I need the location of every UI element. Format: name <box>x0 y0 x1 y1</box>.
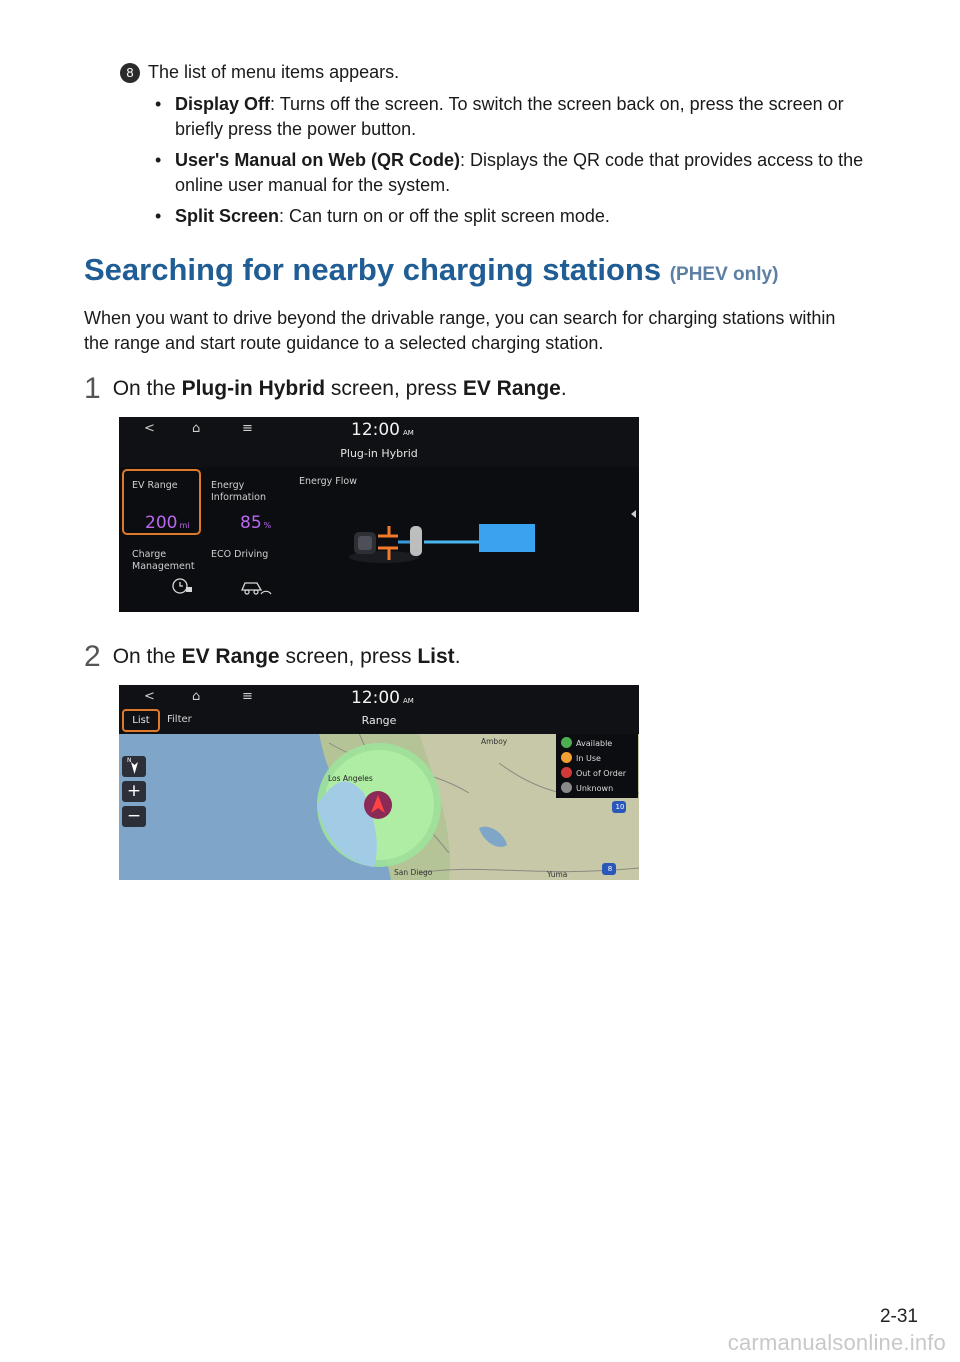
home-icon[interactable]: ⌂ <box>192 689 201 704</box>
step-text: . <box>560 377 567 400</box>
watermark: carmanualsonline.info <box>727 1330 946 1355</box>
legend-label: Available <box>576 739 613 748</box>
legend-item-in-use <box>561 752 601 765</box>
menu-items-list <box>175 92 875 235</box>
step-number-badge: 8 <box>120 63 140 83</box>
list-item <box>175 92 875 142</box>
energy-flow-label: Energy Flow <box>299 476 357 487</box>
step-number: 2 <box>84 640 101 673</box>
map-label-los-angeles: Los Angeles <box>328 774 373 783</box>
plug-in-hybrid-screenshot <box>119 417 639 612</box>
clock <box>351 688 414 708</box>
compass-arrow-icon <box>131 762 138 774</box>
ev-range-screenshot <box>119 685 639 880</box>
legend-item-available <box>561 737 612 750</box>
target-name: List <box>417 645 455 668</box>
unknown-status-icon <box>561 782 572 793</box>
highway-10-shield: 10 <box>615 803 625 811</box>
zoom-out-button[interactable]: − <box>122 806 146 827</box>
legend-item-out-of-order <box>561 767 626 780</box>
compass-button[interactable] <box>122 756 146 777</box>
menu-icon[interactable]: ≡ <box>242 689 253 704</box>
energy-unit: % <box>263 521 272 530</box>
energy-number: 85 <box>240 513 262 533</box>
clock-time: 12:00 <box>351 420 400 440</box>
section-intro: When you want to drive beyond the drivable range, you can search for charging stations within the range and start route guidance to a selected charging station. <box>84 308 836 353</box>
in-use-status-icon <box>561 752 572 763</box>
ev-range-number: 200 <box>145 513 178 533</box>
item-term: Split Screen <box>175 206 280 226</box>
step-number: 1 <box>84 372 101 405</box>
screen-title: Range <box>361 714 397 727</box>
menu-icon[interactable]: ≡ <box>242 421 253 436</box>
back-icon[interactable]: < <box>144 421 155 436</box>
compass-north-label: N <box>127 757 132 764</box>
step-text: screen, press <box>279 645 418 668</box>
energy-value <box>240 513 271 533</box>
ev-range-value[interactable] <box>145 513 189 533</box>
clock-time: 12:00 <box>351 688 400 708</box>
top-bar <box>119 417 639 467</box>
step-text: On the <box>112 377 182 400</box>
ev-range-label: EV Range <box>132 480 178 491</box>
list-button[interactable]: List <box>122 709 160 732</box>
screen-title: Plug-in Hybrid <box>340 447 418 460</box>
ev-range-unit: mi <box>179 521 190 530</box>
energy-info-line-1: Energy <box>211 480 245 491</box>
available-status-icon <box>561 737 572 748</box>
item-text: : Turns off the screen. To switch the screen back on, press the screen or briefly press the power button. <box>175 94 844 139</box>
step-text: On the <box>112 645 182 668</box>
screen-name: EV Range <box>181 645 280 668</box>
step-8 <box>120 62 399 83</box>
top-bar <box>119 685 639 734</box>
item-term: Display Off <box>175 94 271 114</box>
step-8-text: The list of menu items appears. <box>148 62 400 82</box>
map-label-amboy: Amboy <box>481 737 508 746</box>
clock <box>351 420 414 440</box>
legend-label: In Use <box>576 754 601 763</box>
charge-management-label[interactable] <box>132 549 195 573</box>
filter-button[interactable]: Filter <box>167 714 192 725</box>
step-text: screen, press <box>325 377 463 400</box>
step-1 <box>84 372 567 406</box>
legend-item-unknown <box>561 782 613 795</box>
highway-8-shield: 8 <box>607 865 613 873</box>
back-icon[interactable]: < <box>144 689 155 704</box>
chevron-left-icon[interactable] <box>631 510 637 518</box>
eco-driving-label[interactable]: ECO Driving <box>211 549 269 560</box>
legend-label: Unknown <box>576 784 614 793</box>
item-term: User's Manual on Web (QR Code) <box>175 150 460 170</box>
map-label-yuma: Yuma <box>547 870 568 879</box>
page-number: 2-31 <box>879 1306 918 1327</box>
target-name: EV Range <box>462 377 561 400</box>
item-text: : Can turn on or off the split screen mode. <box>279 206 610 226</box>
step-2 <box>84 640 461 674</box>
step-text: . <box>454 645 461 668</box>
list-item <box>175 204 875 229</box>
home-icon[interactable]: ⌂ <box>192 421 201 436</box>
section-title-text: Searching for nearby charging stations <box>84 252 662 287</box>
item-text: : Displays the QR code that provides access to the online user manual for the system. <box>175 150 864 195</box>
map-label-san-diego: San Diego <box>394 868 433 877</box>
list-item <box>175 148 875 198</box>
screen-name: Plug-in Hybrid <box>181 377 326 400</box>
energy-flow-diagram <box>344 512 544 572</box>
out-of-order-status-icon <box>561 767 572 778</box>
eco-car-icon <box>239 577 273 597</box>
clock-ampm: AM <box>403 429 414 437</box>
charge-line-2: Management <box>132 561 195 572</box>
clock-ampm: AM <box>403 697 414 705</box>
section-qualifier: (PHEV only) <box>669 264 779 285</box>
legend-label: Out of Order <box>576 769 627 778</box>
charge-line-1: Charge <box>132 549 167 560</box>
section-title <box>84 252 778 288</box>
zoom-in-button[interactable]: + <box>122 781 146 802</box>
station-status-legend <box>556 734 638 798</box>
energy-information-label[interactable] <box>211 480 266 504</box>
charge-clock-icon <box>171 576 195 596</box>
energy-info-line-2: Information <box>211 492 266 503</box>
